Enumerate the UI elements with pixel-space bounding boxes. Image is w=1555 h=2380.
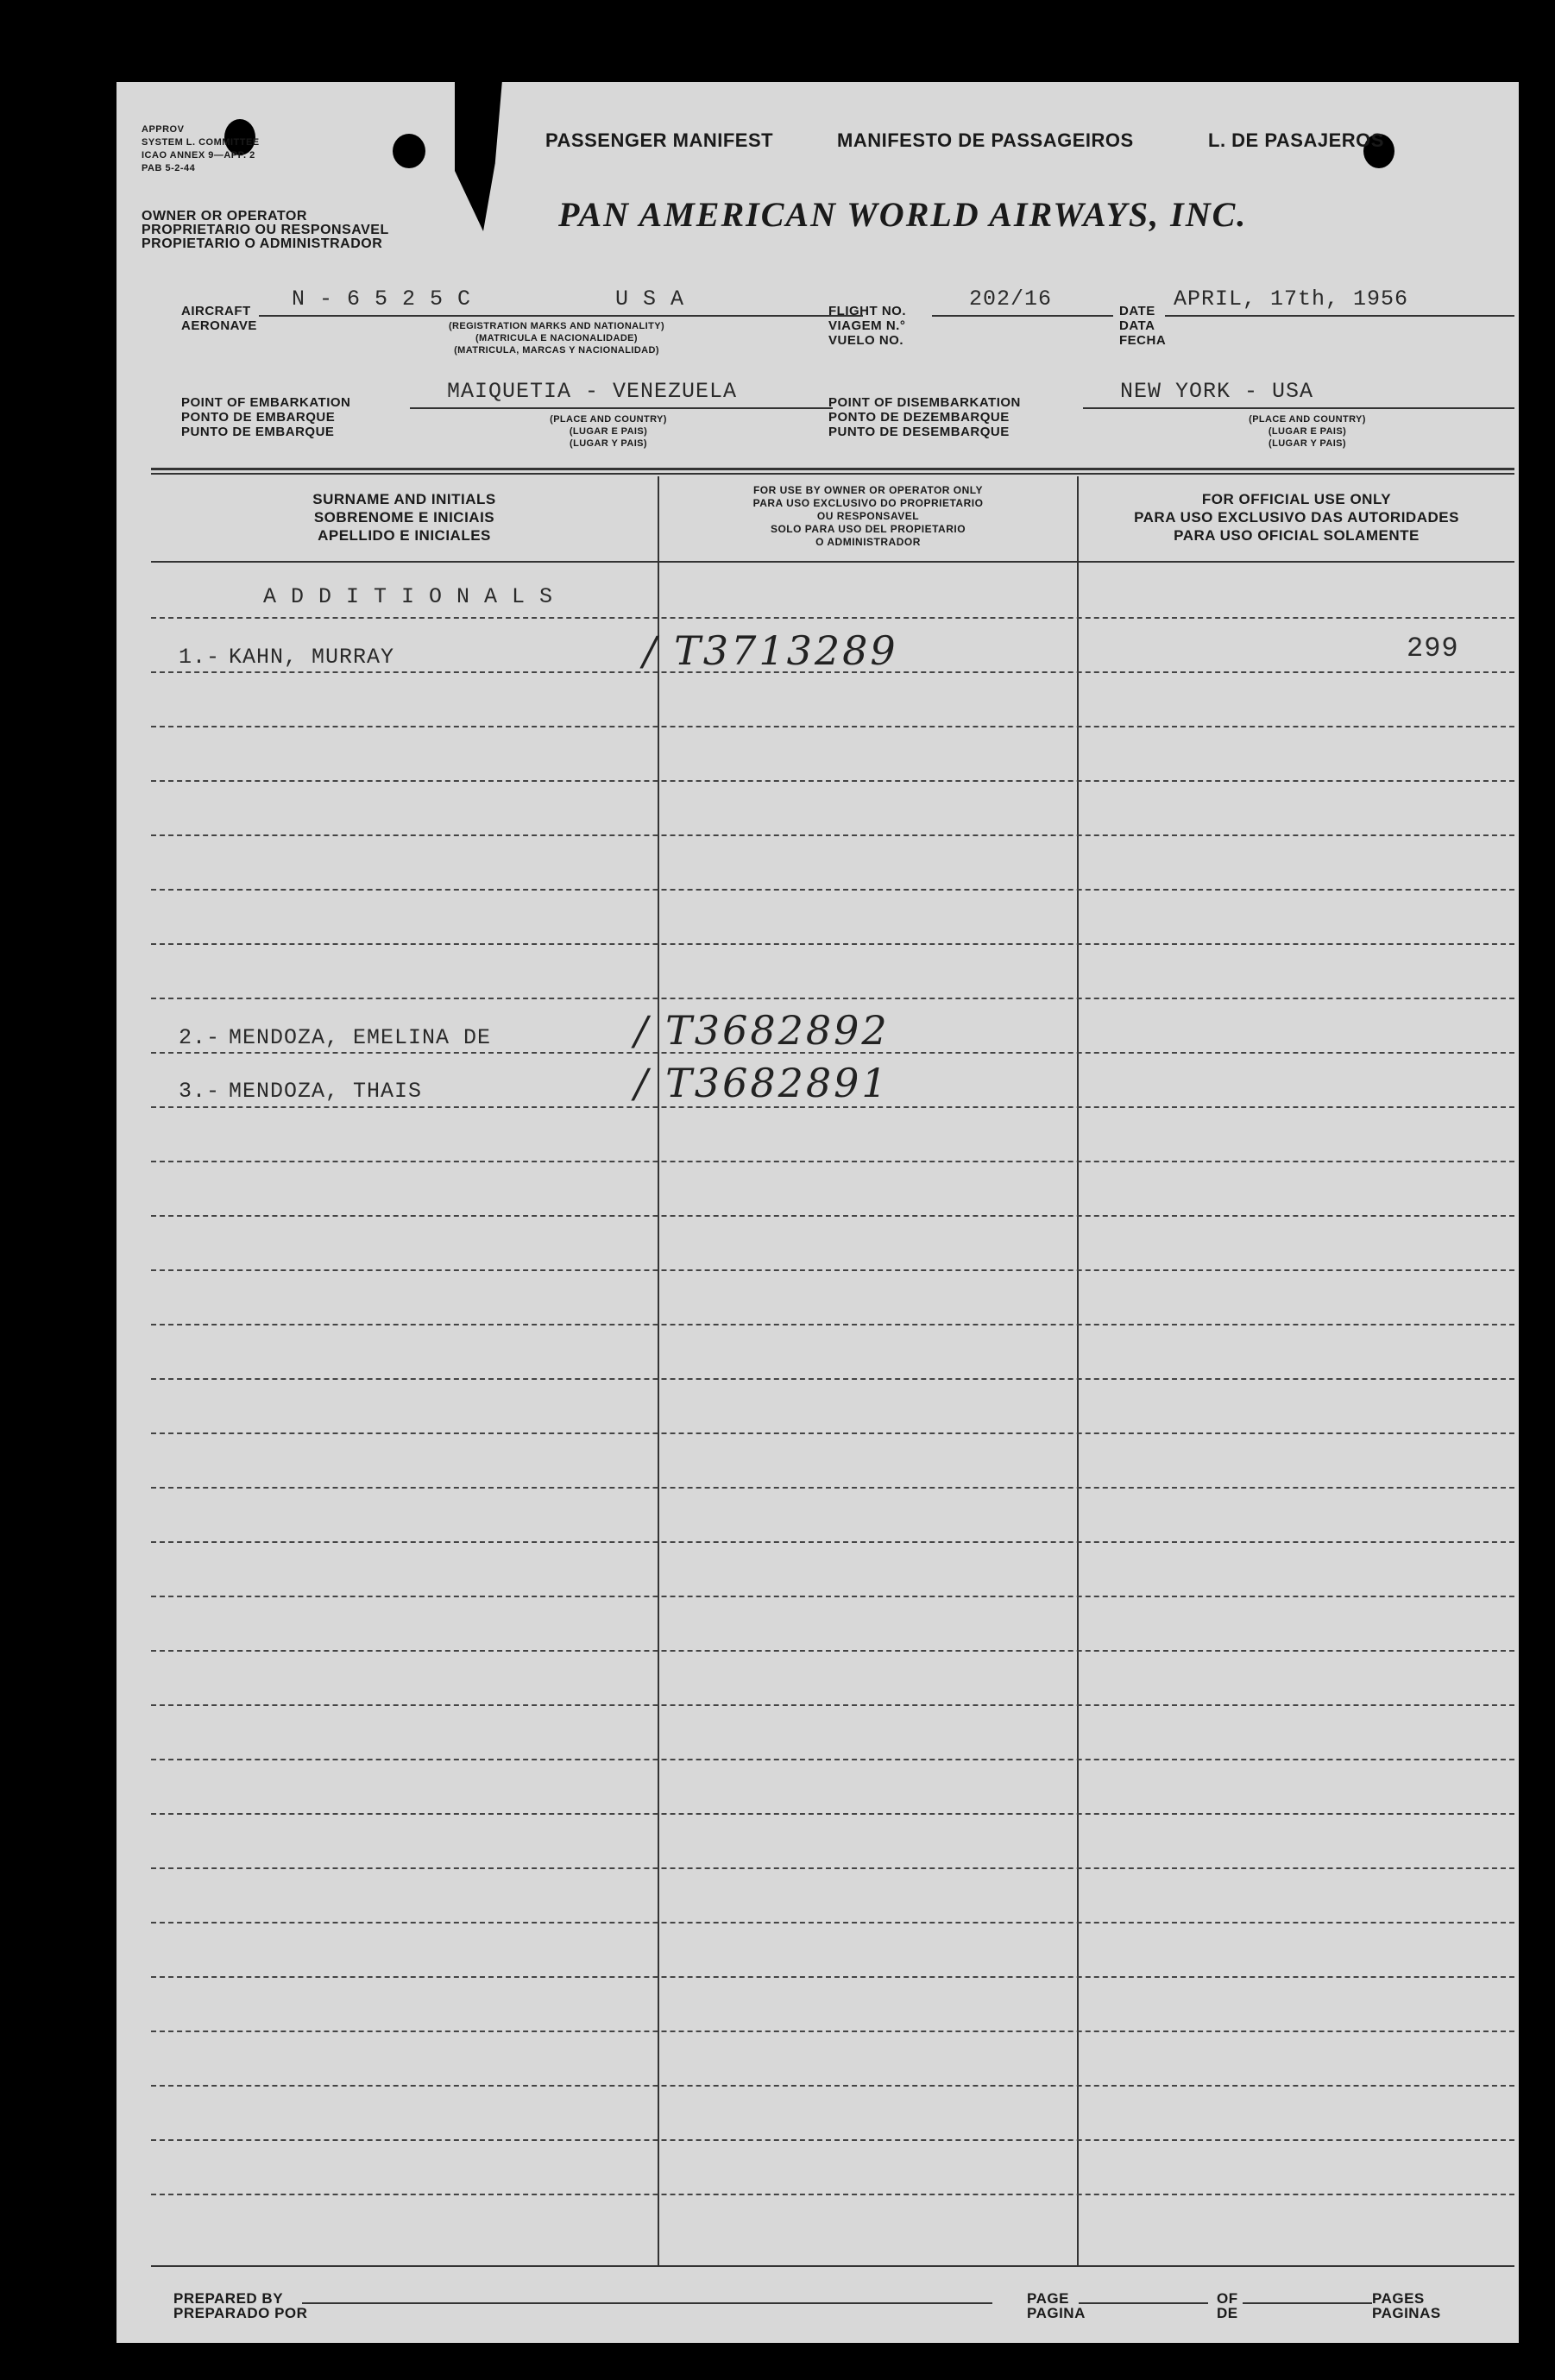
row-rule — [151, 1487, 1514, 1489]
disembarkation-value: NEW YORK - USA — [1120, 379, 1314, 404]
manifest-sheet — [116, 82, 1519, 2343]
row-rule — [151, 617, 1514, 619]
date-underline — [1165, 315, 1514, 317]
row-rule — [151, 1813, 1514, 1815]
disembarkation-underline — [1083, 407, 1514, 409]
row-rule — [151, 1378, 1514, 1380]
column-header-official-use: FOR OFFICIAL USE ONLY PARA USO EXCLUSIVO DAS AUTORIDADES PARA USO OFICIAL SOLAMENTE — [1134, 491, 1459, 544]
title-portuguese: MANIFESTO DE PASSAGEIROS — [837, 129, 1134, 151]
passenger-name: KAHN, MURRAY — [229, 645, 395, 670]
official-number: 299 — [1407, 633, 1459, 664]
title-spanish: L. DE PASAJEROS — [1208, 129, 1384, 151]
ticket-number: / T3682892 — [634, 1007, 890, 1054]
table-top-rule-2 — [151, 473, 1514, 475]
row-rule — [151, 1161, 1514, 1162]
column-header-owner-use: FOR USE BY OWNER OR OPERATOR ONLY PARA USO EXCLUSIVO DO PROPRIETARIO OU RESPONSAVEL SOLO PARA USO DEL PROPIETARIO O ADMINISTRADOR — [752, 484, 984, 548]
row-rule — [151, 2031, 1514, 2032]
ticket-number: / T3682891 — [634, 1060, 890, 1106]
row-rule — [151, 726, 1514, 727]
column-divider-1 — [658, 476, 659, 2265]
row-rule — [151, 834, 1514, 836]
embarkation-label: POINT OF EMBARKATION PONTO DE EMBARQUE PUNTO DE EMBARQUE — [181, 395, 351, 439]
torn-corner — [455, 80, 502, 231]
row-rule — [151, 1596, 1514, 1597]
row-rule — [151, 2194, 1514, 2195]
row-rule — [151, 1867, 1514, 1869]
table-bottom-rule — [151, 2265, 1514, 2267]
disembarkation-caption: (PLACE AND COUNTRY) (LUGAR E PAIS) (LUGAR Y PAIS) — [1249, 414, 1366, 449]
pages-label: PAGES PAGINAS — [1372, 2290, 1441, 2321]
row-rule — [151, 1269, 1514, 1271]
flight-label: FLIGHT NO. VIAGEM N.° VUELO NO. — [828, 304, 906, 348]
prepared-by-label: PREPARED BY PREPARADO POR — [173, 2290, 308, 2321]
date-label: DATE DATA FECHA — [1119, 304, 1167, 348]
aircraft-label: AIRCRAFT AERONAVE — [181, 304, 257, 333]
row-rule — [151, 1106, 1514, 1108]
row-rule — [151, 2139, 1514, 2141]
aircraft-registration: N - 6 5 2 5 C — [292, 286, 472, 312]
passenger-number: 2.- — [179, 1025, 221, 1050]
row-rule — [151, 1704, 1514, 1706]
aircraft-nationality: U S A — [615, 286, 685, 312]
prepared-by-line — [302, 2302, 992, 2304]
row-rule — [151, 1650, 1514, 1652]
date-value: APRIL, 17th, 1956 — [1174, 286, 1409, 312]
row-rule — [151, 2085, 1514, 2087]
row-rule — [151, 1976, 1514, 1978]
column-divider-2 — [1077, 476, 1079, 2265]
ticket-number: / T3713289 — [643, 627, 898, 674]
row-rule — [151, 1215, 1514, 1217]
row-rule — [151, 1324, 1514, 1325]
punch-hole-center — [393, 134, 425, 168]
flight-number: 202/16 — [969, 286, 1053, 312]
passenger-name: MENDOZA, THAIS — [229, 1079, 423, 1104]
disembarkation-label: POINT OF DISEMBARKATION PONTO DE DEZEMBARQUE PUNTO DE DESEMBARQUE — [828, 395, 1021, 439]
of-label: OF DE — [1217, 2290, 1238, 2321]
airline-name: PAN AMERICAN WORLD AIRWAYS, INC. — [558, 195, 1248, 234]
page-line — [1079, 2302, 1208, 2304]
table-header-rule — [151, 561, 1514, 563]
row-rule — [151, 1922, 1514, 1924]
owner-label: OWNER OR OPERATOR PROPRIETARIO OU RESPONSAVEL PROPIETARIO O ADMINISTRADOR — [142, 209, 389, 251]
column-header-surname: SURNAME AND INITIALS SOBRENOME E INICIAIS APELLIDO E INICIALES — [312, 491, 496, 544]
approval-block: APPROV SYSTEM L. COMMITTEE ICAO ANNEX 9—APP. 2 PAB 5-2-44 — [142, 124, 260, 173]
row-rule — [151, 1432, 1514, 1434]
embarkation-caption: (PLACE AND COUNTRY) (LUGAR E PAIS) (LUGAR Y PAIS) — [550, 414, 667, 449]
table-top-rule — [151, 468, 1514, 470]
row-rule — [151, 889, 1514, 891]
row-rule — [151, 998, 1514, 999]
title-english: PASSENGER MANIFEST — [545, 129, 774, 151]
passenger-name: MENDOZA, EMELINA DE — [229, 1025, 492, 1050]
passenger-number: 3.- — [179, 1079, 221, 1104]
aircraft-underline — [259, 315, 863, 317]
row-rule — [151, 1541, 1514, 1543]
row-rule — [151, 1759, 1514, 1760]
embarkation-value: MAIQUETIA - VENEZUELA — [447, 379, 738, 404]
of-line — [1243, 2302, 1372, 2304]
embarkation-underline — [410, 407, 833, 409]
section-title: A D D I T I O N A L S — [263, 584, 554, 609]
row-rule — [151, 943, 1514, 945]
row-rule — [151, 780, 1514, 782]
page-label: PAGE PAGINA — [1027, 2290, 1086, 2321]
flight-underline — [932, 315, 1113, 317]
aircraft-caption: (REGISTRATION MARKS AND NATIONALITY) (MATRICULA E NACIONALIDADE) (MATRICULA, MARCAS Y NACIONALIDAD) — [448, 321, 665, 356]
passenger-number: 1.- — [179, 645, 221, 670]
